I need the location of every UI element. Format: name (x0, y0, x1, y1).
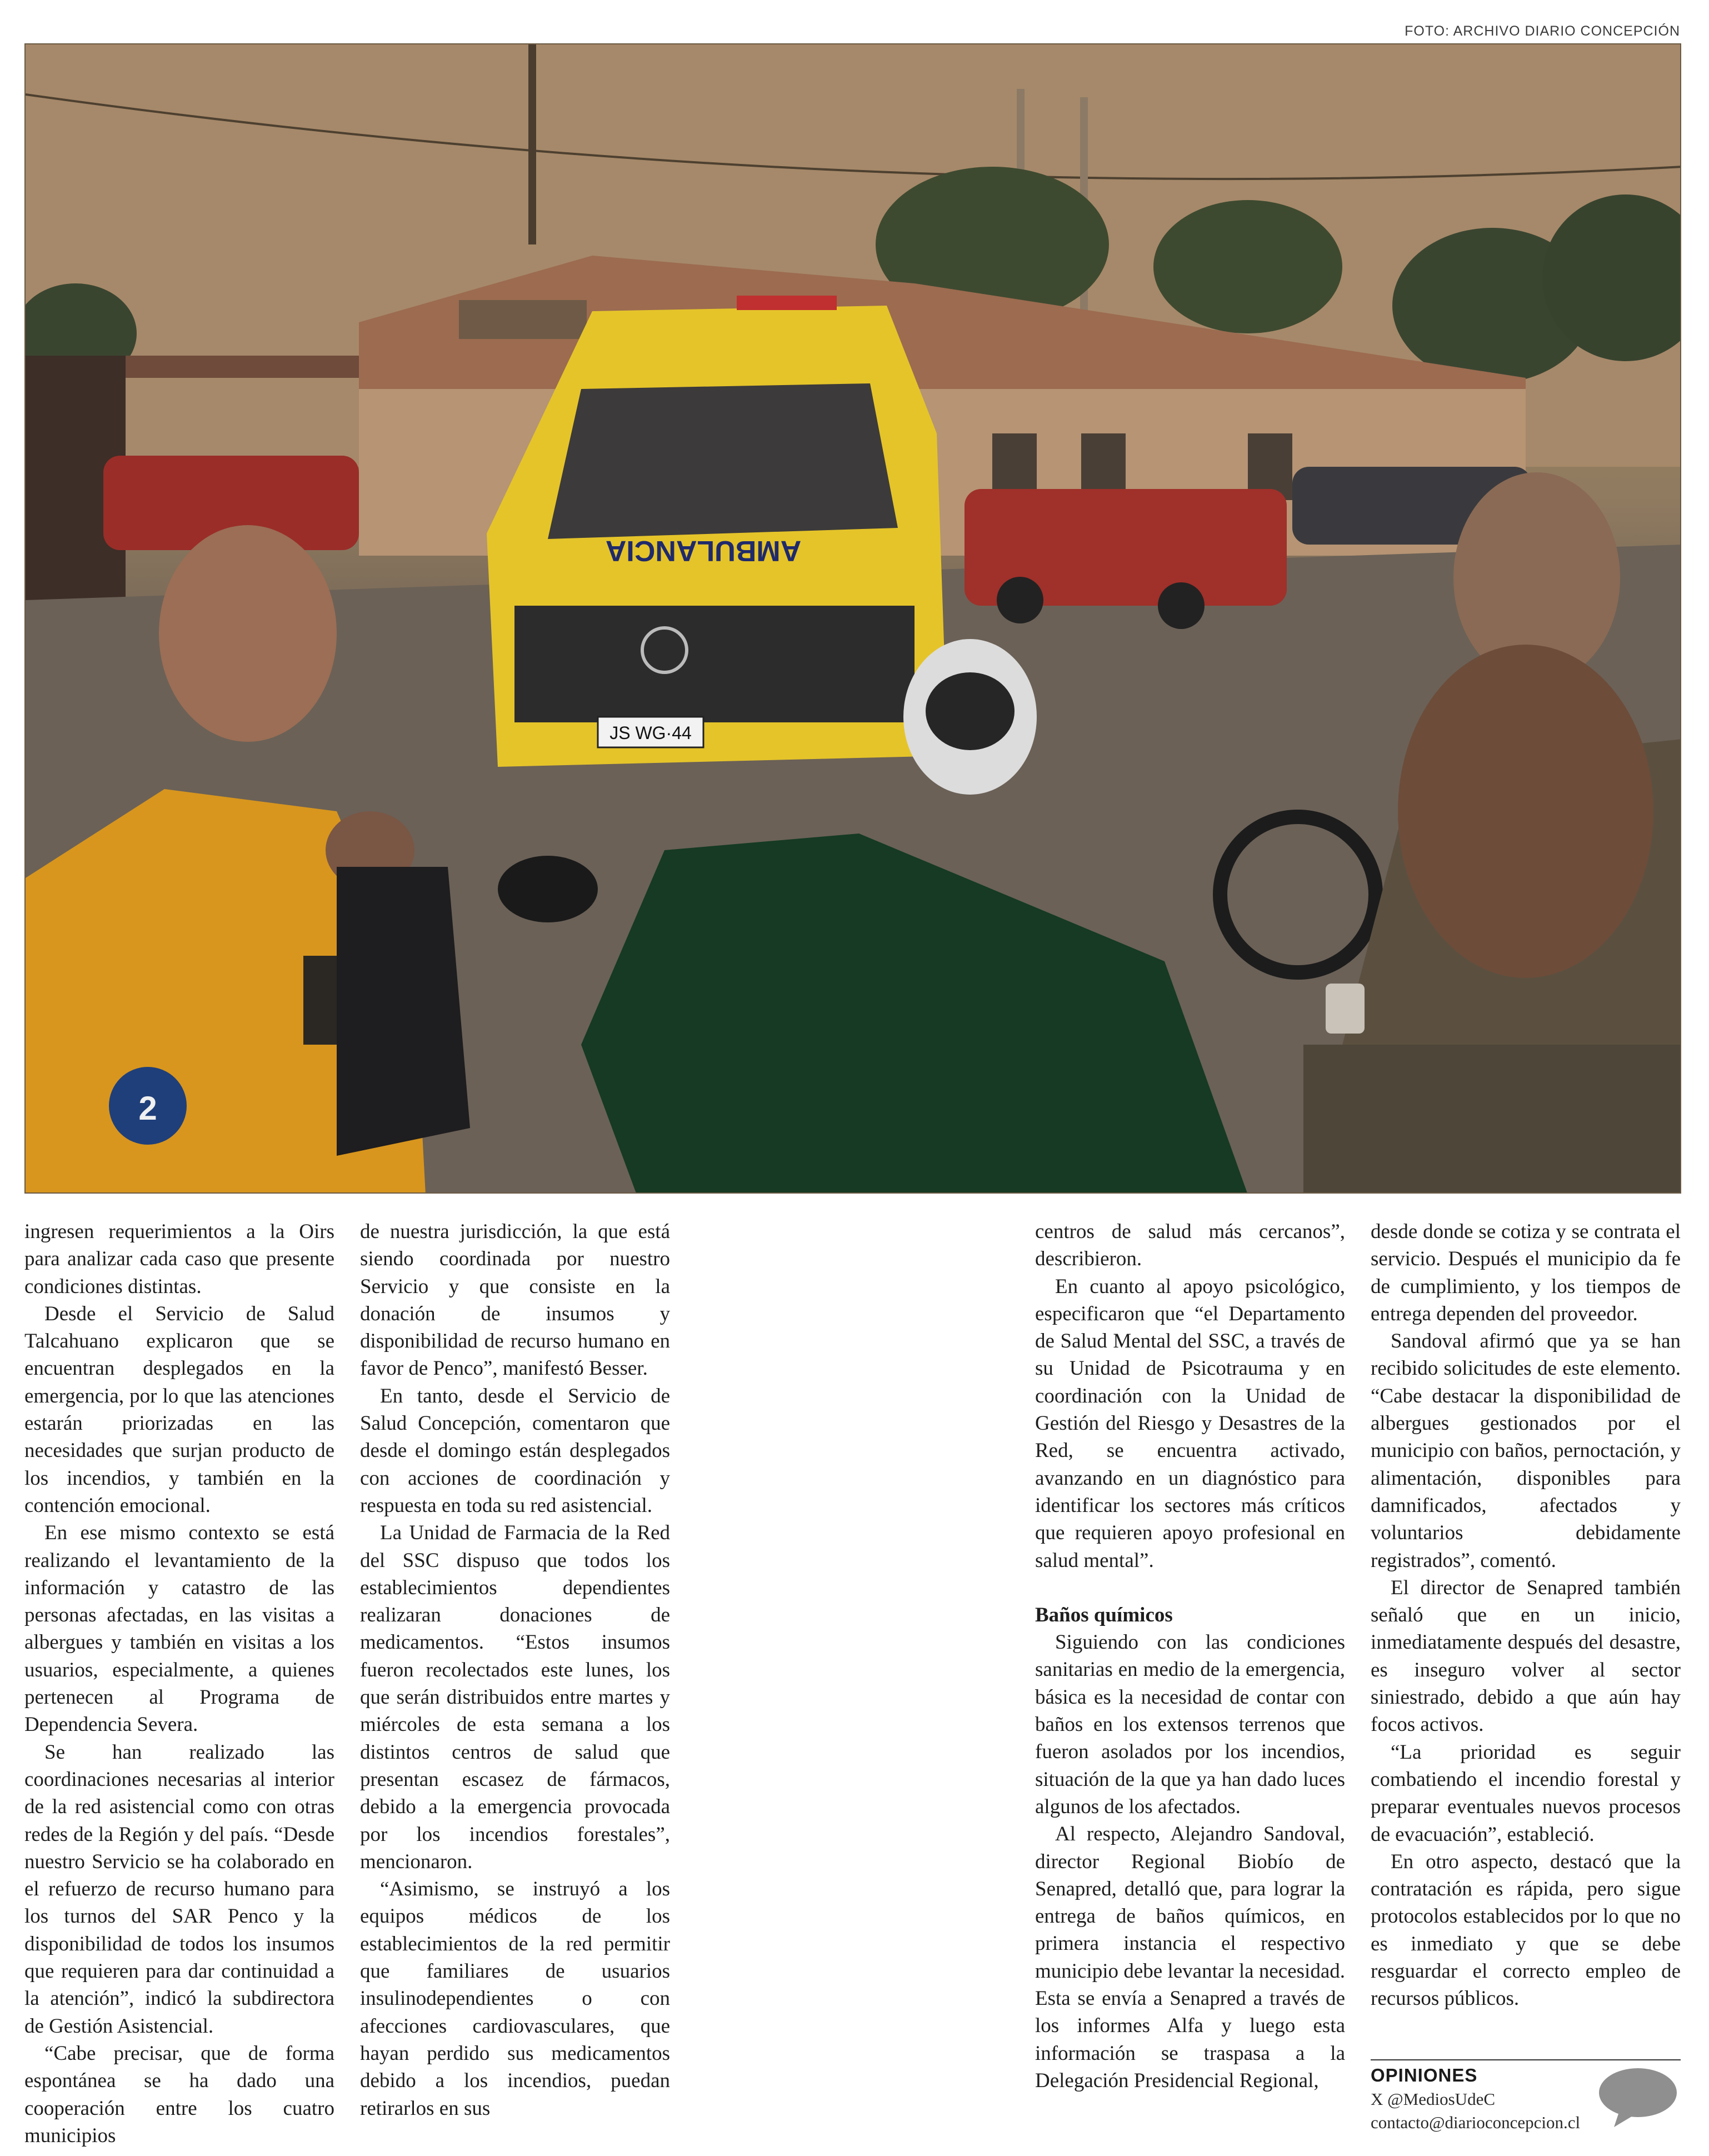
paragraph: En cuanto al apoyo psicológico, especificaron que “el Departamento de Salud Mental del SSC, a través de su Unidad de Psicotrauma y en coordinación con la Unidad de Gestión del Riesgo y Desastres de la Red, se encuentra activado, avanzando en un diagnóstico para identificar los sectores más críticos que requieren apoyo profesional en salud mental”. (1035, 1275, 1345, 1572)
paragraph: Sandoval afirmó que ya se han recibido solicitudes de este elemento. “Cabe destacar la disponibilidad de albergues gestionados por el municipio con baños, pernoctación, y alimentación, disponibles para damnificados, afectados y voluntarios debidamente registrados”, comentó. (1371, 1330, 1681, 1572)
paragraph: desde donde se cotiza y se contrata el servicio. Después el municipio da fe de cumplimiento, y los tiempos de entrega dependen del proveedor. (1371, 1220, 1681, 1325)
badge-number: 2 (138, 1090, 157, 1127)
paragraph: En tanto, desde el Servicio de Salud Concepción, comentaron que desde el domingo están desplegados con acciones de coordinación y respuesta en toda su red asistencial. (360, 1384, 670, 1517)
paragraph: Al respecto, Alejandro Sandoval, director Regional Biobío de Senapred, detalló que, para lograr la entrega de baños químicos, en primera instancia el respectivo municipio debe levantar la necesidad. Esta se envía a Senapred a través de los informes Alfa y luego esta información se traspasa a la Delegación Presidencial Regional, (1035, 1823, 1345, 2092)
paragraph: ingresen requerimientos a la Oirs para analizar cada caso que presente condiciones distintas. (24, 1220, 334, 1298)
news-photo (24, 43, 1681, 1194)
article-column-4 (1371, 1218, 1681, 2013)
paragraph: La Unidad de Farmacia de la Red del SSC dispuso que todos los establecimientos dependientes realizaran donaciones de medicamentos. “Estos insumos fueron recolectados este lunes, los que serán distribuidos entre martes y miércoles de esta semana a los distintos centros de salud que presentan escasez de fármacos, debido a la emergencia provocada por los incendios forestales”, mencionaron. (360, 1521, 670, 1873)
paragraph: El director de Senapred también señaló que en un inicio, inmediatamente después del desastre, es inseguro volver al sector siniestrado, debido a que aún hay focos activos. (1371, 1576, 1681, 1736)
soldier-vest (1303, 1045, 1681, 1194)
section-heading: Baños químicos (1035, 1603, 1173, 1626)
ambulance-text: AMBULANCIA (605, 535, 802, 567)
contact-email[interactable]: contacto@diarioconcepcion.cl (1371, 2113, 1581, 2132)
paragraph: “Cabe precisar, que de forma espontánea se ha dado una cooperación entre los cuatro municipios (24, 2042, 334, 2147)
opinions-label: OPINIONES (1371, 2065, 1478, 2085)
opinions-box (1371, 2059, 1681, 2155)
plastic-cup (1326, 984, 1365, 1034)
wheel (1158, 582, 1205, 629)
antenna-mast (528, 44, 536, 244)
photo-illustration (26, 44, 1681, 1194)
helmet-visor (926, 672, 1015, 750)
paragraph: Desde el Servicio de Salud Talcahuano explicaron que se encuentran desplegados en la emergencia, por lo que las atenciones estarán priorizadas en las necesidades que surjan producto de los incendios, y también en la contención emocional. (24, 1302, 334, 1517)
person-clothes (337, 867, 470, 1156)
soldier-back-head (1398, 645, 1653, 978)
paragraph: “Asimismo, se instruyó a los equipos médicos de los establecimientos de la red permitir que familiares de usuarios insulinodependientes o con afecciones cardiovasculares, que hayan perdido sus medicamentos debido a los incendios, puedan retirarlos en sus (360, 1878, 670, 2120)
photo-credit: FOTO: ARCHIVO DIARIO CONCEPCIÓN (1405, 23, 1680, 39)
building-vent (459, 300, 587, 339)
article-column-3 (1035, 1218, 1345, 2094)
paragraph: En otro aspecto, destacó que la contratación es rápida, pero sigue protocolos establecidos por lo que no es inmediato y que se debe resguardar el correcto empleo de recursos públicos. (1371, 1850, 1681, 2010)
tree (1153, 200, 1342, 333)
social-handle: X @MediosUdeC (1371, 2089, 1496, 2109)
ambulance-windshield (548, 383, 898, 539)
firefighter-head (159, 525, 337, 742)
paragraph: Se han realizado las coordinaciones necesarias al interior de la red asistencial como con otras redes de la Región y del país. “Desde nuestro Servicio se ha colaborado en el refuerzo de recurso humano para los turnos del SAR Penco y la disponibilidad de todos los insumos que requieren para dar continuidad a la atención”, indicó la subdirectora de Gestión Asistencial. (24, 1740, 334, 2038)
paragraph: En ese mismo contexto se está realizando el levantamiento de la información y catastro de las personas afectadas, en las visitas a albergues y también en visitas a los usuarios, especialmente, a quienes pertenecen al Programa de Dependencia Severa. (24, 1521, 334, 1736)
article-column-1 (24, 1218, 334, 2149)
motorcycle-mirror (498, 856, 598, 922)
paragraph: de nuestra jurisdicción, la que está siendo coordinada por nuestro Servicio y que consiste en la donación de insumos y disponibilidad de recurso humano en favor de Penco”, manifestó Besser. (360, 1220, 670, 1380)
ambulance-lightbar (737, 296, 837, 310)
article-column-2 (360, 1218, 670, 2122)
paragraph: “La prioridad es seguir combatiendo el incendio forestal y preparar eventuales nuevos procesos de evacuación”, estableció. (1371, 1740, 1681, 1846)
paragraph: centros de salud más cercanos”, describieron. (1035, 1220, 1345, 1271)
plate-text: JS WG·44 (609, 723, 692, 743)
ambulance-grille (514, 606, 915, 722)
wheel (997, 577, 1043, 623)
speech-bubble-icon (1597, 2066, 1678, 2128)
paragraph: Siguiendo con las condiciones sanitarias en medio de la emergencia, básica es la necesidad de contar con baños en los extensos terrenos que fueron asolados por los incendios, situación de la que ya han dado luces algunos de los afectados. (1035, 1631, 1345, 1818)
